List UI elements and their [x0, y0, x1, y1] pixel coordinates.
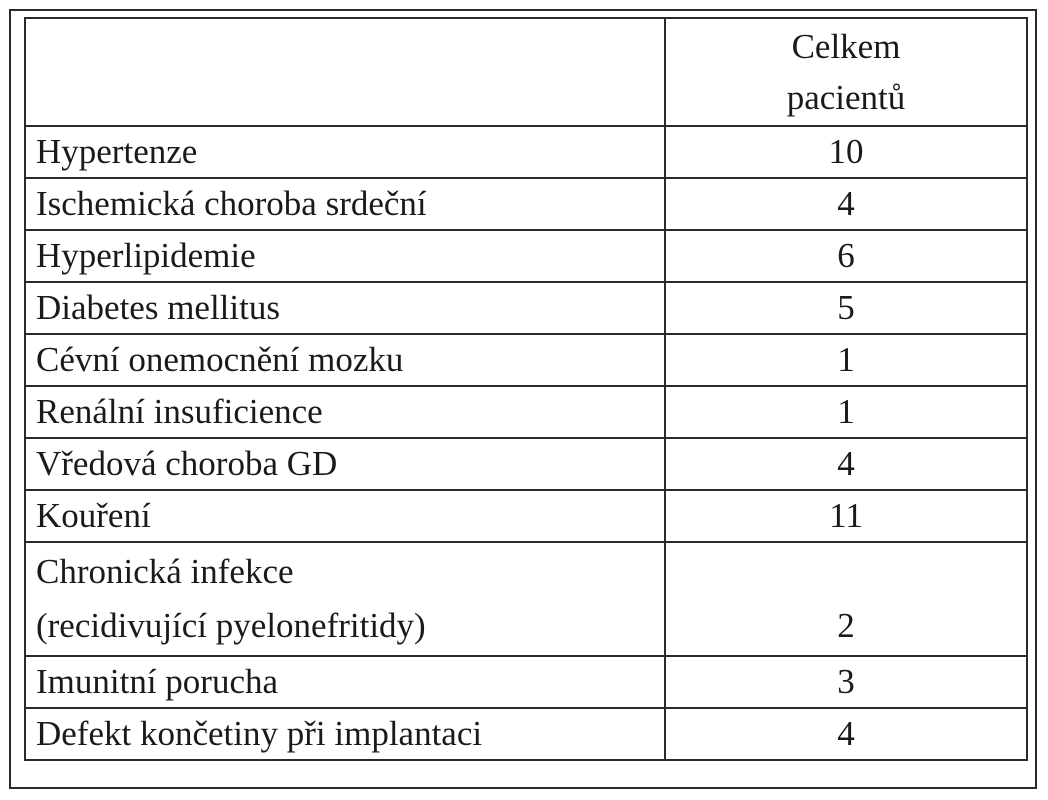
- row-count: 4: [665, 438, 1027, 490]
- table-row: [25, 126, 1027, 178]
- table-row: [25, 282, 1027, 334]
- table-row: [25, 178, 1027, 230]
- table-row: [25, 386, 1027, 438]
- row-label: Hyperlipidemie: [25, 230, 665, 282]
- table-row: [25, 542, 1027, 656]
- row-label: Cévní onemocnění mozku: [25, 334, 665, 386]
- header-blank-cell: [25, 18, 665, 126]
- row-count: 4: [665, 178, 1027, 230]
- row-count: 10: [665, 126, 1027, 178]
- row-count: 4: [665, 708, 1027, 760]
- row-count: 1: [665, 334, 1027, 386]
- table-row: [25, 438, 1027, 490]
- row-label: Ischemická choroba srdeční: [25, 178, 665, 230]
- row-count: 3: [665, 656, 1027, 708]
- row-label-line2: (recidivující pyelonefritidy): [36, 606, 426, 645]
- row-label-line1: Chronická infekce: [36, 552, 294, 591]
- row-label: Hypertenze: [25, 126, 665, 178]
- row-count: 1: [665, 386, 1027, 438]
- table-row: [25, 334, 1027, 386]
- row-label: Vředová choroba GD: [25, 438, 665, 490]
- row-label: Imunitní porucha: [25, 656, 665, 708]
- table-header-row: [25, 18, 1027, 126]
- table-row: [25, 708, 1027, 760]
- row-label: Defekt končetiny při implantaci: [25, 708, 665, 760]
- table-row: [25, 656, 1027, 708]
- row-count: 11: [665, 490, 1027, 542]
- row-label: Diabetes mellitus: [25, 282, 665, 334]
- table-row: [25, 490, 1027, 542]
- row-count: 2: [665, 542, 1027, 656]
- header-count-line2: pacientů: [786, 78, 906, 117]
- comorbidity-table: [24, 17, 1028, 761]
- row-label: Renální insuficience: [25, 386, 665, 438]
- row-count: 5: [665, 282, 1027, 334]
- row-label: Kouření: [25, 490, 665, 542]
- header-count-line1: Celkem: [791, 27, 901, 66]
- row-label: [25, 542, 665, 656]
- table-row: [25, 230, 1027, 282]
- header-count-cell: [665, 18, 1027, 126]
- row-count: 6: [665, 230, 1027, 282]
